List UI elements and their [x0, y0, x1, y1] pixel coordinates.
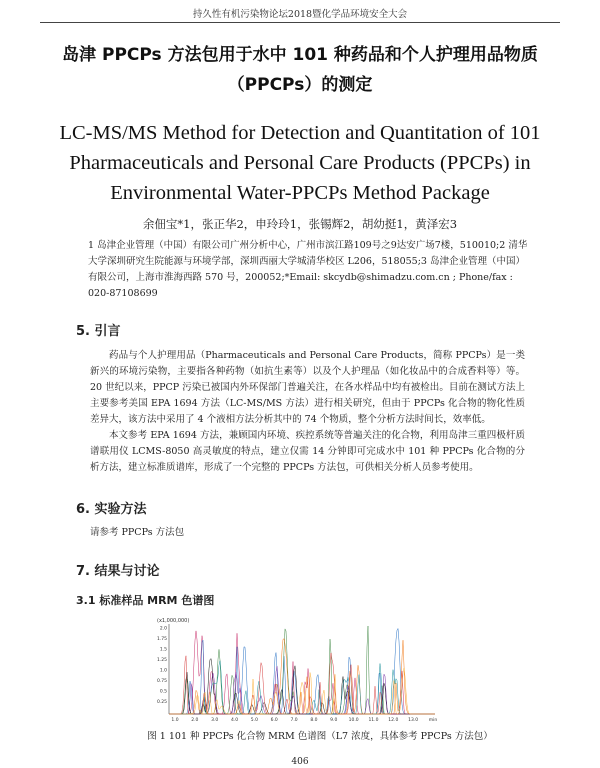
introduction-body	[90, 348, 525, 476]
x-tick-label: 8.0	[310, 718, 318, 723]
intro-paragraph: 本文参考 EPA 1694 方法，兼顾国内环境、疾控系统等普遍关注的化合物，利用岛津三重四极杆质谱联用仪 LCMS-8050 高灵敏度的特点，建立仅需 14 分钟即可完成水中 101 种 PPCPs 化合物的分析方法，建立标准质谱库，形成了一个完整的 PPCPs 方法包，可供相关分析人员参考使用。	[90, 430, 525, 473]
x-tick-label: 11.0	[368, 718, 379, 723]
section-heading-introduction: 5. 引言	[76, 324, 121, 339]
figure-caption: 图 1 101 种 PPCPs 化合物 MRM 色谱图（L7 浓度，具体参考 PPCPs 方法包）	[147, 731, 493, 742]
x-tick-label: 7.0	[290, 718, 298, 723]
x-tick-label: min	[428, 718, 438, 723]
x-tick-label: 3.0	[211, 718, 219, 723]
header-rule	[40, 22, 560, 23]
y-tick-label: 1.0	[159, 668, 167, 674]
intro-paragraph: 药品与个人护理用品（Pharmaceuticals and Personal Care Products，简称 PPCPs）是一类新兴的环境污染物，主要指各种药物（如抗生素等）以及个人护理品（如化妆品中的合成香料等）等。20 世纪以来，PPCP 污染已被国内外环保部门普遍关注，在各水样品中均有被检出。目前在测试方法上主要参考美国 EPA 1694 方法（LC-MS/MS 方法）进行相关研究，但由于 PPCPs 化合物的物化性质差异大，该方法中采用了 4 个液相方法分析其中的 74 个物质，整个分析方法时间长，效率低。	[90, 350, 525, 425]
x-tick-label: 4.0	[230, 718, 239, 723]
page-number: 406	[291, 757, 309, 767]
x-tick-label: 6.0	[270, 718, 278, 723]
y-tick-label: 0.75	[156, 679, 167, 684]
mrm-chromatogram	[155, 616, 440, 726]
x-tick-label: 12.0	[388, 718, 399, 723]
subsection-heading-mrm: 3.1 标准样品 MRM 色谱图	[76, 594, 215, 607]
x-tick-label: 9.0	[330, 718, 338, 723]
title-chinese: 岛津 PPCPs 方法包用于水中 101 种药品和个人护理用品物质（PPCPs）的测定	[62, 45, 538, 95]
method-text: 请参考 PPCPs 方法包	[90, 527, 185, 538]
x-tick-label: 10.0	[348, 718, 359, 723]
y-tick-label: 1.75	[156, 637, 167, 642]
y-tick-label: 0.25	[156, 700, 167, 705]
section-heading-results: 7. 结果与讨论	[76, 564, 160, 579]
mrm-trace	[169, 668, 435, 714]
x-tick-label: 13.0	[408, 718, 419, 723]
title-english: LC-MS/MS Method for Detection and Quantitation of 101 Pharmaceuticals and Personal Care Products (PPCPs) in Environmental Water-PPCPs Method Package	[59, 122, 541, 204]
x-tick-label: 2.0	[191, 718, 199, 723]
author-list: 余佃宝*1，张正华2，申玲玲1，张锡辉2，胡幼挺1，黄泽宏3	[142, 217, 458, 231]
y-tick-label: 1.25	[156, 658, 167, 663]
section-heading-method: 6. 实验方法	[76, 502, 147, 517]
y-tick-label: 1.5	[159, 647, 167, 653]
x-tick-label: 5.0	[250, 718, 258, 723]
y-tick-label: 2.0	[159, 626, 167, 632]
running-header: 持久性有机污染物论坛2018暨化学品环境安全大会	[192, 9, 408, 20]
y-axis-label: (x1,000,000)	[157, 618, 190, 624]
y-tick-label: 0.5	[159, 689, 167, 695]
x-tick-label: 1.0	[171, 718, 179, 723]
affiliation: 1 岛津企业管理（中国）有限公司广州分析中心，广州市滨江路109号之9达安广场7楼，510010;2 清华大学深圳研究生院能源与环境学部，深圳西丽大学城清华校区 L206，518055;3 岛津企业管理（中国）有限公司，上海市淮海西路 570 号，200052;*Email: skcydb@shimadzu.com.cn ; Phone/fax : 020-87108699	[88, 240, 528, 299]
